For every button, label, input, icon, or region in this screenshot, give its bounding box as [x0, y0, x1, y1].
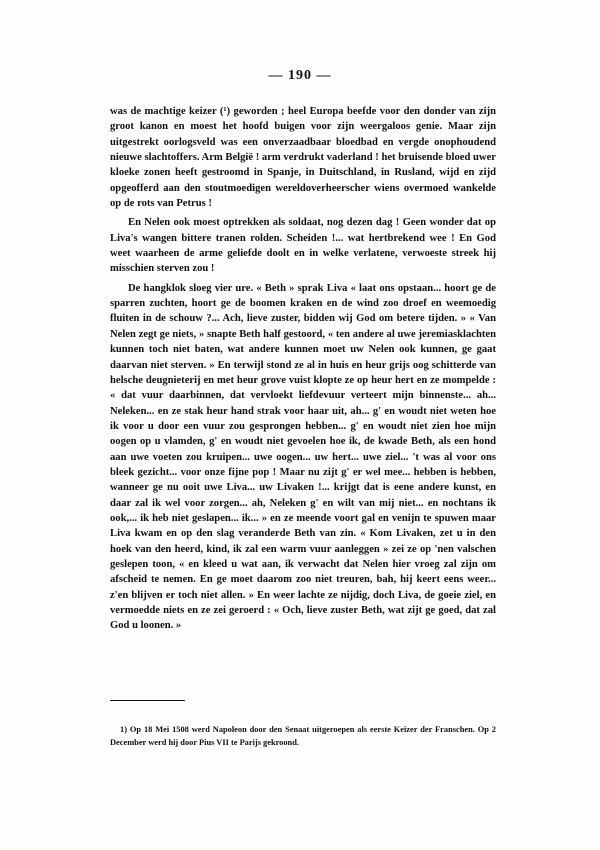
paragraph-1: was de machtige keizer (¹) geworden ; heel Europa beefde voor den donder van zijn groot kanon en moest het hoofd buigen voor zijn weergaloos genie. Maar zijn uitgestrekt oorlogsveld was een onverzaadbaar bloedbad en vergde onophoudend nieuwe slachtoffers. Arm België ! arm verdrukt vaderland ! het bruisende bloed uwer kloeke zonen heeft gestroomd in Spanje, in Duitschland, in Rusland, wijd en zijd opgeofferd aan den stoutmoedigen wereldoverheerscher wiens overmoed wankelde op de rots van Petrus ! [110, 106, 496, 210]
body-text [110, 104, 496, 638]
paragraph-2: En Nelen ook moest optrekken als soldaat, nog dezen dag ! Geen wonder dat op Liva's wangen bittere tranen rolden. Scheiden !... wat hertbrekend wee ! En God weet waarheen de arme geliefde doolt en in welke verlatene, verwoeste streek hij misschien sterven zou ! [110, 217, 496, 275]
page-number: — 190 — [268, 68, 332, 83]
footnote: 1) Op 18 Mei 1508 werd Napoleon door den Senaat uitgeroepen als eerste Keizer der Franschen. Op 2 December werd hij door Pius VII te Parijs gekroond. [110, 725, 496, 747]
paragraph-3: De hangklok sloeg vier ure. « Beth » sprak Liva « laat ons opstaan... hoort ge de sparren zuchten, hoort ge de boomen kraken en de wind zoo droef en weemoedig fluiten in de schouw ?... Ach, lieve zuster, bidden wij God om betere tijden. » « Van Nelen zegt ge niets, » snapte Beth half gestoord, « ten andere al uwe jeremiasklachten kunnen toch niet baten, wat andere kunnen moet uw Nelen ook kunnen, ge gaat daarvan niet sterven. » En terwijl stond ze al in huis en heur grijs oog schitterde van helsche deugnieterij en met heur grove vuist klopte ze op heur hert en ze mompelde : « dat vuur daarbinnen, dat vervloekt liefdevuur verteert mijn binnenste... ah... Neleken... en ze stak heur hand strak voor haar uit, ah... g' en woudt niet weten hoe ik voor u door een vuur zou gesprongen hebben... g' en woudt niet zien hoe mijn oogen op u vlamden, g' en woudt niet gevoelen hoe ik, de kwade Beth, als een hond aan uwe voeten zou kruipen... uwe oogen... uw hert... uwe ziel... 't was al voor ons bleek gezicht... voor onze fijne pop ! Maar nu zijt g' er wel mee... hebben is hebben, wanneer ge nu ooit uwe Liva... uw Livaken !... krijgt dat is eene andere kunst, en daar zal ik wel voor zorgen... ah, Neleken g' en wilt van mij niet... en nochtans ik ook,... ik heb niet geslapen... ik... » en ze meende voort gal en venijn te spuwen maar Liva kwam en op den slag veranderde Beth van zin. « Kom Livaken, zet u in den hoek van den heerd, kind, ik zal een warm vuur aanleggen » zei ze op 'nen valschen geslepen toon, « en kleed u wat aan, ik verwacht dat Nelen hier vroeg zal zijn om afscheid te nemen. En ge moet daarom zoo niet treuren, bah, hij keert eens weer... z'en blijven er toch niet allen. » En weer lachte ze nijdig, doch Liva, de goeie ziel, en vermoedde niets en ze zei geroerd : « Och, lieve zuster Beth, wat zijt ge goed, dat zal God u loonen. » [110, 282, 496, 632]
footnote-divider [110, 700, 185, 701]
